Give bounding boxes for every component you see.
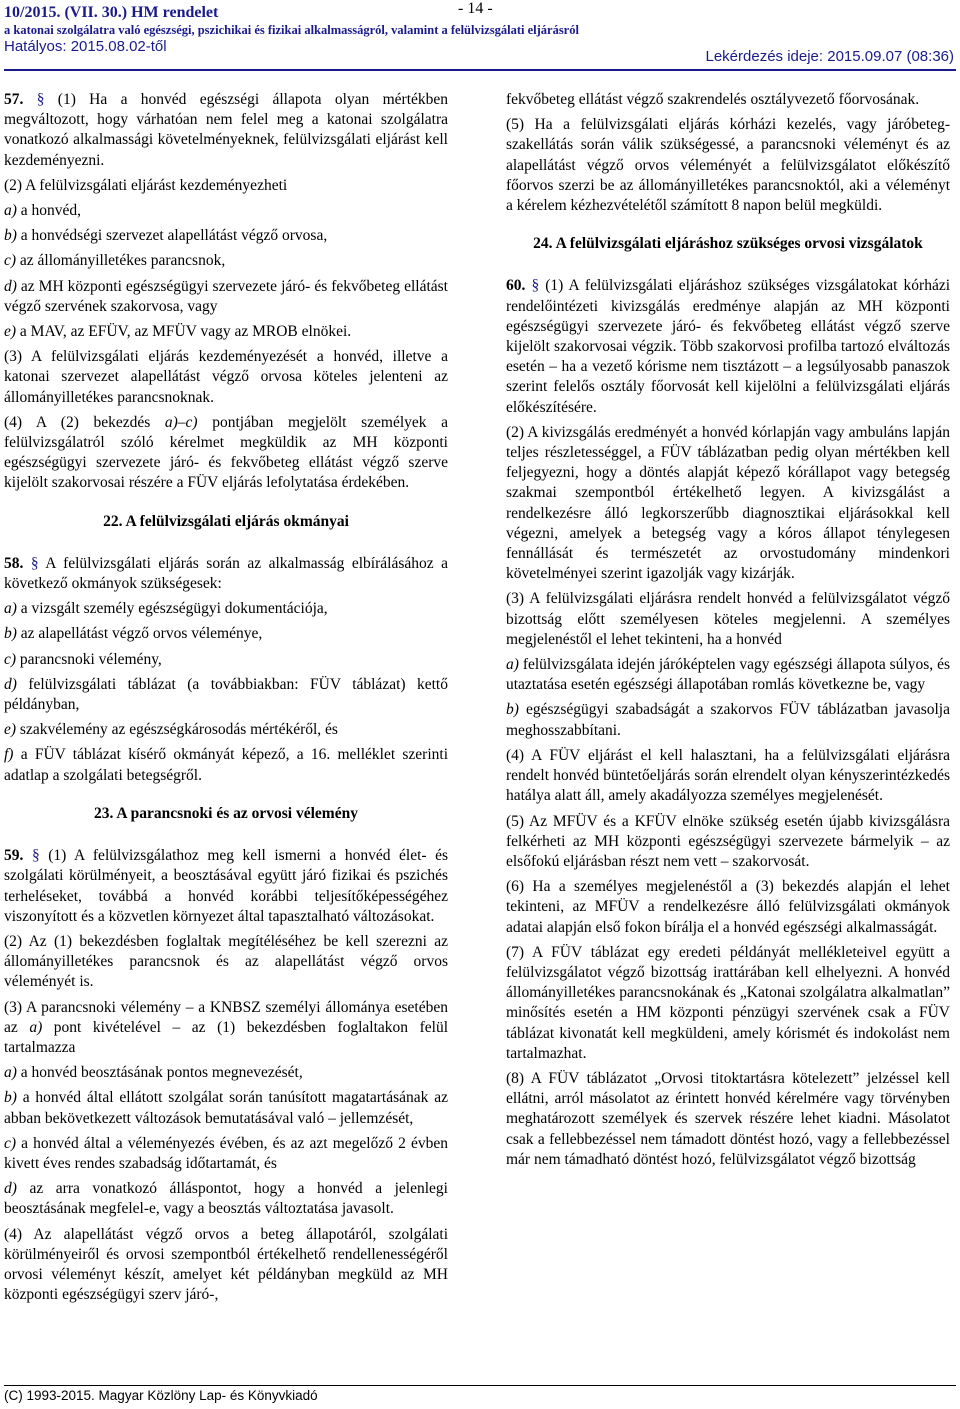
paragraph-57-3: (3) A felülvizsgálati eljárás kezdeményezését a honvéd, illetve a katonai szervezet alapellátást végző orvosa köteles jelenteni az állományilletékes parancsnoknak.	[4, 348, 448, 406]
paragraph-57-2: (2) A felülvizsgálati eljárást kezdeményezheti	[4, 176, 288, 194]
paragraph-60-7: (7) A FÜV táblázat egy eredeti példányát mellékleteivel együtt a felülvizsgálatot végző bizottság irattárában kell elhelyezni. A honvéd állományilletékes parancsnokának és „Katonai szolgálatra alkalmatlan” minősítés esetén a HM központi pénzügyi szervének csak a FÜV táblázat kivonatát kell megküldeni, amely kórismét és indokolást nem tartalmazhat.	[506, 943, 950, 1062]
list-text: egészségügyi szabadságát a szakorvos FÜV táblázatban javasolja meghosszabbítani.	[506, 701, 950, 739]
list-item	[4, 745, 448, 785]
paragraph-59-1	[4, 846, 448, 927]
list-label: a)	[29, 1018, 43, 1036]
paragraph-57-4	[4, 413, 448, 494]
decree-title: 10/2015. (VII. 30.) HM rendelet	[4, 4, 219, 21]
paragraph-59-3	[4, 998, 448, 1059]
list-label: b)	[4, 625, 17, 643]
paragraph-60-5: (5) Az MFÜV és a KFÜV elnöke szükség esetén újabb kivizsgálásra felkérheti az MH központi egészségügyi szervezete bármelyik – az elsőfokú eljárásban részt nem vett – szakorvosát.	[506, 812, 950, 870]
paragraph-text: (3) A parancsnoki vélemény – a KNBSZ személyi állománya esetében az	[4, 998, 448, 1036]
list-item	[4, 322, 448, 342]
section-sign: §	[31, 847, 40, 865]
list-item	[506, 655, 950, 695]
list-item	[4, 624, 448, 644]
list-text: a honvéd által ellátott szolgálat során tanúsított magatartásának az abban bekövetkezett változások bemutatásával való – jellemzését,	[4, 1089, 448, 1127]
list-item	[4, 720, 448, 740]
section-sign: §	[531, 277, 540, 295]
section-number: 59.	[4, 847, 24, 865]
list-item	[4, 1134, 448, 1174]
paragraph-60-8: (8) A FÜV táblázatot „Orvosi titoktartásra kötelezett” jelzéssel kell ellátni, arról másolatot az érintett honvéd kérelmére vagy törvényben meghatározott személyek és szervek részére lehet kiadni. Másolatot csak a fellebbezéssel nem támadott döntést hozó, vagy a fellebbezéssel már nem támadható döntést hozó, felülvizsgálatot végző bizottság	[506, 1069, 950, 1168]
list-item	[4, 675, 448, 715]
list-text: a vizsgált személy egészségügyi dokumentációja,	[16, 600, 328, 618]
list-text: felülvizsgálati táblázat (a továbbiakban: FÜV táblázat) kettő példányban,	[4, 675, 448, 714]
copyright-text: (C) 1993-2015. Magyar Közlöny Lap- és Könyvkiadó	[4, 1388, 318, 1403]
list-text: az arra vonatkozó álláspontot, hogy a honvéd a jelenlegi beosztásának megfelel-e, vagy a beosztás változtatása javasolt.	[4, 1180, 448, 1218]
list-label: c)	[4, 650, 17, 668]
list-text: a honvéd által a véleményezés évében, és az azt megelőző 2 évben kivett éves rendes szabadság időtartamát, és	[4, 1134, 448, 1172]
list-text: az MH központi egészségügyi szervezete járó- és fekvőbeteg ellátást végző szervének szakorvosa, vagy	[4, 277, 448, 315]
list-item	[4, 226, 448, 246]
effective-date: Hatályos: 2015.08.02-től	[4, 38, 167, 55]
list-item	[4, 1063, 448, 1083]
paragraph-text: (1) A felülvizsgálati eljáráshoz szükséges vizsgálatokat kórházi rendelőintézeti kivizsgálás eredménye alapján az MH központi egészségügyi szervezete járó- és fekvőbeteg ellátást végző szerve kijelölt szakorvosai végzik. Több szakorvosi profilba tartozó elváltozás esetén – ha a vezető kórisme nem tisztázott – a legsúlyosabb panaszok szerint felelős osztály főorvosát kell kijelölni a felülvizsgálati eljárás előkészítésére.	[506, 277, 951, 416]
list-label: a)–c)	[164, 413, 198, 431]
query-time: Lekérdezés ideje: 2015.09.07 (08:36)	[705, 48, 954, 65]
list-label: f)	[4, 746, 14, 764]
list-label: a)	[506, 656, 519, 674]
list-text: az alapellátást végző orvos véleménye,	[16, 625, 263, 643]
section-number: 58.	[4, 554, 24, 572]
list-item	[506, 700, 950, 740]
list-item	[4, 650, 448, 670]
section-number: 60.	[506, 277, 526, 295]
paragraph-text: (4) A (2) bekezdés	[4, 413, 165, 431]
document-header	[4, 3, 604, 56]
list-label: d)	[4, 1180, 17, 1198]
paragraph-60-3: (3) A felülvizsgálati eljárásra rendelt honvéd a felülvizsgálatot végző bizottság előtt személyesen köteles megjelenni. A személyes megjelenéstől el lehet tekinteni, ha a honvéd	[506, 590, 950, 648]
list-item	[4, 1179, 448, 1219]
list-label: c)	[4, 252, 17, 270]
list-label: e)	[4, 721, 17, 739]
paragraph-text: pont kivételével – az (1) bekezdésben foglaltakon felül tartalmazza	[4, 1018, 449, 1056]
list-label: b)	[4, 1089, 17, 1107]
list-text: a FÜV táblázat kísérő okmányát képező, a 16. melléklet szerinti adatlap a szolgálati betegségről.	[4, 746, 448, 784]
list-item	[4, 277, 448, 317]
paragraph-text: pontjában megjelölt személyek a felülvizsgálatról szóló kérelmet megküldik az MH központi egészségügyi szervezete járó- és fekvőbeteg ellátást végző szerve kijelölt szakorvosai részére a FÜV eljárás lefolytatása érdekében.	[4, 413, 448, 492]
right-column	[506, 90, 950, 1170]
list-label: d)	[4, 675, 17, 693]
list-text: parancsnoki vélemény,	[16, 650, 162, 668]
heading-22: 22. A felülvizsgálati eljárás okmányai	[103, 512, 349, 530]
page-number: - 14 -	[458, 0, 493, 17]
list-text: a honvéd beosztásának pontos megnevezését,	[16, 1064, 303, 1082]
list-label: a)	[4, 202, 17, 220]
paragraph-text: (1) A felülvizsgálathoz meg kell ismerni a honvéd élet- és szolgálati körülményeit, a beosztásával együtt járó fizikai és pszichés terheléseket, továbbá a honvéd korábbi teljesítőképességéhez viszonyított és a közvetlen környezet által tapasztalható változásokat.	[4, 847, 449, 925]
list-label: b)	[506, 701, 519, 719]
list-text: felülvizsgálata idején járóképtelen vagy egészségi állapota súlyos, és utaztatása esetén egészségi állapotában romlás következne be, vagy	[506, 656, 950, 694]
heading-24: 24. A felülvizsgálati eljáráshoz szükséges orvosi vizsgálatok	[533, 235, 923, 253]
paragraph-59-4: (4) Az alapellátást végző orvos a beteg állapotáról, szolgálati körülményeiről és orvosi szempontból értékelhető rendellenességéről orvosi véleményt készít, amelyet két példányban megküld az MH központi egészségügyi szerv járó-,	[4, 1225, 448, 1304]
list-label: a)	[4, 600, 17, 618]
list-label: d)	[4, 277, 17, 295]
list-item	[4, 251, 448, 271]
section-number: 57.	[4, 91, 24, 108]
section-sign: §	[36, 91, 45, 108]
list-item	[4, 1088, 448, 1128]
list-label: a)	[4, 1064, 17, 1082]
page-footer	[4, 1385, 956, 1403]
list-label: e)	[4, 323, 17, 341]
list-text: szakvélemény az egészségkárosodás mértékéről, és	[16, 721, 338, 739]
paragraph-text: (1) Ha a honvéd egészségi állapota olyan mértékben megváltozott, hogy várhatóan nem felel meg a katonai szolgálatra vonatkozó alkalmassági követelményeknek, felülvizsgálati eljárást kell kezdeményezni.	[4, 91, 449, 169]
list-text: az állományilletékes parancsnok,	[16, 252, 226, 270]
list-label: b)	[4, 227, 17, 245]
paragraph-60-6: (6) Ha a személyes megjelenéstől a (3) bekezdés alapján el lehet tekinteni, az MFÜV a rendelkezésre álló felülvizsgálati okmányok adatai alapján első fokon bírálja el a honvéd egészségi alkalmasságát.	[506, 878, 950, 936]
list-text: a honvéd,	[16, 202, 82, 220]
list-text: a honvédségi szervezet alapellátást végző orvosa,	[16, 227, 328, 245]
section-sign: §	[30, 554, 39, 572]
left-column	[4, 90, 448, 1305]
paragraph-60-4: (4) A FÜV eljárást el kell halasztani, ha a felülvizsgálati eljárásra rendelt honvéd büntetőeljárás során elrendelt olyan kényszerintézkedés hatálya alatt áll, amely akadályozza személyes megjelenését.	[506, 746, 950, 805]
list-item	[4, 201, 448, 221]
paragraph-text: A felülvizsgálati eljárás során az alkalmasság elbírálásához a következő okmányok szükségesek:	[4, 554, 448, 593]
paragraph-60-1	[506, 276, 950, 417]
paragraph-60-2: (2) A kivizsgálás eredményét a honvéd kórlapján vagy ambuláns lapján teljes részletességgel, a FÜV táblázatban pedig olyan mértékben kell feljegyezni, hogy a döntés alapját képező kórállapot vagy betegség szakmai szempontból értékelhető legyen. A kivizsgálást a rendelkezésre álló legkorszerűbb diagnosztikai eljárásokkal kell végezni, amelyek a betegség vagy a kóros állapot ténylegesen fennállását és természetét az orvostudomány mindenkori követelményei szerint igazolják vagy kizárják.	[506, 423, 950, 583]
paragraph-59-2: (2) Az (1) bekezdésben foglaltak megítéléséhez be kell szerezni az állományilletékes parancsnok és az alapellátást végző orvos véleményét is.	[4, 932, 448, 991]
paragraph-58	[4, 554, 448, 594]
heading-23: 23. A parancsnoki és az orvosi vélemény	[94, 804, 358, 822]
paragraph-59-5: (5) Ha a felülvizsgálati eljárás kórházi kezelés, vagy járóbeteg-szakellátás során válik szükségessé, a parancsnoki véleményt és az alapellátást végző orvos véleményét a felülvizsgálatot előkészítő főorvos szerzi be az állományilletékes parancsnoktól, aki a véleményt a kérelem kézhezvételétől számított 8 napon belül megküldi.	[506, 116, 950, 215]
list-label: c)	[4, 1134, 17, 1152]
paragraph-continued: fekvőbeteg ellátást végző szakrendelés osztályvezető főorvosának.	[506, 91, 920, 108]
paragraph-57-1	[4, 90, 448, 171]
list-text: a MAV, az EFÜV, az MFÜV vagy az MROB elnökei.	[16, 323, 352, 341]
list-item	[4, 599, 448, 619]
decree-subtitle: a katonai szolgálatra való egészségi, pszichikai és fizikai alkalmasságról, valamint a felülvizsgálati eljárásról	[4, 23, 579, 37]
header-rule	[4, 69, 956, 71]
